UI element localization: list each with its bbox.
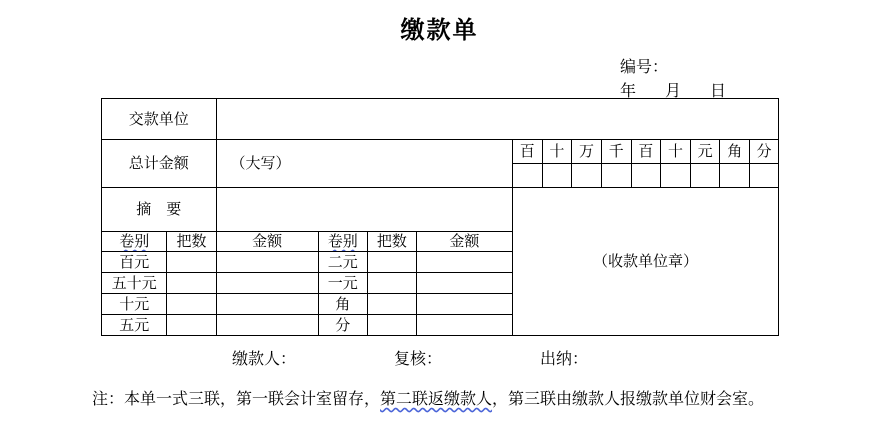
denomination-label: 五十元: [102, 273, 167, 294]
total-amount-label: 总计金额: [102, 140, 217, 188]
bundle-count-cell[interactable]: [167, 315, 216, 336]
footnote-part: ，第三联由缴款人报缴款单位财会室。: [492, 389, 765, 408]
payee-stamp-area: （收款单位章）: [512, 188, 778, 336]
payer-signature-label: 缴款人：: [232, 349, 297, 368]
amount-header: 金额: [416, 232, 512, 252]
digit-unit-hundred: 百: [631, 140, 661, 164]
denomination-label: 一元: [318, 273, 367, 294]
denomination-label: 十元: [102, 294, 167, 315]
payment-form-table: [101, 98, 779, 336]
amount-cell[interactable]: [216, 273, 318, 294]
amount-cell[interactable]: [416, 294, 512, 315]
digit-cell[interactable]: [750, 164, 779, 188]
number-label: 编号：: [620, 57, 669, 76]
amount-cell[interactable]: [216, 315, 318, 336]
digit-cell[interactable]: [601, 164, 631, 188]
bundle-count-header: 把数: [167, 232, 216, 252]
denomination-label: 角: [318, 294, 367, 315]
digit-cell[interactable]: [572, 164, 602, 188]
denomination-label: 五元: [102, 315, 167, 336]
summary-field[interactable]: [216, 188, 512, 232]
digit-unit-ten: 十: [661, 140, 691, 164]
amount-cell[interactable]: [416, 252, 512, 273]
bundle-count-cell[interactable]: [367, 252, 416, 273]
bundle-count-cell[interactable]: [167, 252, 216, 273]
digit-cell[interactable]: [690, 164, 720, 188]
reviewer-signature-label: 复核：: [394, 349, 443, 368]
digit-unit-yuan: 元: [690, 140, 720, 164]
date-day-label: 日: [710, 81, 727, 100]
denomination-label: 分: [318, 315, 367, 336]
payer-unit-field[interactable]: [216, 99, 779, 140]
payer-unit-label: 交款单位: [102, 99, 217, 140]
denomination-header: 卷别: [102, 232, 167, 252]
cashier-signature-label: 出纳：: [540, 349, 589, 368]
bundle-count-cell[interactable]: [367, 315, 416, 336]
digit-cell[interactable]: [542, 164, 572, 188]
footnote-part: 注：本单一式三联，第一联会计室留存，: [92, 389, 381, 408]
bundle-count-cell[interactable]: [167, 294, 216, 315]
denomination-header: 卷别: [318, 232, 367, 252]
digit-unit-thousand: 千: [601, 140, 631, 164]
bundle-count-cell[interactable]: [167, 273, 216, 294]
digit-cell[interactable]: [631, 164, 661, 188]
digit-unit-hundred-wan: 百: [512, 140, 542, 164]
digit-cell[interactable]: [512, 164, 542, 188]
amount-cell[interactable]: [216, 252, 318, 273]
digit-unit-wan: 万: [572, 140, 602, 164]
footnote-highlight: 第二联返缴款人: [380, 389, 493, 408]
digit-unit-fen: 分: [750, 140, 779, 164]
amount-cell[interactable]: [216, 294, 318, 315]
amount-header: 金额: [216, 232, 318, 252]
denomination-label: 二元: [318, 252, 367, 273]
amount-cell[interactable]: [416, 315, 512, 336]
digit-cell[interactable]: [720, 164, 750, 188]
date-month-label: 月: [665, 81, 682, 100]
footnote: [92, 380, 812, 418]
bundle-count-header: 把数: [367, 232, 416, 252]
amount-cell[interactable]: [416, 273, 512, 294]
bundle-count-cell[interactable]: [367, 294, 416, 315]
denomination-label: 百元: [102, 252, 167, 273]
page-title: 缴款单: [400, 16, 479, 44]
bundle-count-cell[interactable]: [367, 273, 416, 294]
summary-label: 摘 要: [102, 188, 217, 232]
digit-unit-jiao: 角: [720, 140, 750, 164]
date-year-label: 年: [620, 81, 637, 100]
total-amount-words-field[interactable]: （大写）: [216, 140, 512, 188]
digit-cell[interactable]: [661, 164, 691, 188]
digit-unit-ten-wan: 十: [542, 140, 572, 164]
